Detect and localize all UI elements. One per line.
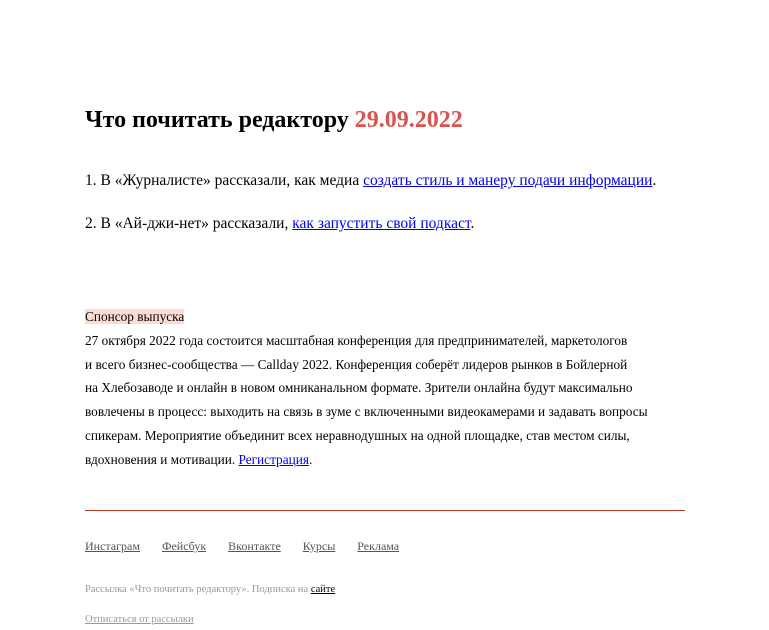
- sponsor-line: 27 октября 2022 года состоится масштабная конференция для предпринимателей, маркетологов: [85, 332, 628, 348]
- register-link[interactable]: Регистрация: [238, 451, 309, 467]
- page-title: [85, 104, 463, 136]
- item-end: .: [470, 215, 475, 232]
- list-item: [85, 213, 474, 235]
- title-text: Что почитать редактору: [85, 107, 349, 133]
- unsubscribe-link[interactable]: Отписаться от рассылки: [85, 614, 194, 625]
- instagram-link[interactable]: Инстаграм: [85, 539, 140, 553]
- sponsor-end: .: [308, 451, 313, 467]
- note-text: Рассылка «Что почитать редактору». Подписка на: [85, 584, 311, 595]
- vkontakte-link[interactable]: Вконтакте: [228, 539, 281, 553]
- item-end: .: [652, 172, 657, 189]
- sponsor-label: Спонсор выпуска: [85, 309, 185, 324]
- issue-date: 29.09.2022: [354, 107, 463, 133]
- sponsor-block: [85, 305, 685, 472]
- sponsor-line: вовлечены в процесс: выходить на связь в зуме с включенными видеокамерами и задавать вопросы: [85, 404, 648, 420]
- sponsor-line: на Хлебозаводе и онлайн в новом омниканальном формате. Зрители онлайна будут максимально: [85, 380, 633, 396]
- site-link[interactable]: сайте: [310, 584, 336, 595]
- sponsor-line: и всего бизнес-сообщества — Callday 2022. Конференция соберёт лидеров рынков в Бойлерной: [85, 356, 628, 372]
- divider: [85, 510, 685, 511]
- subscription-note: [85, 583, 335, 597]
- sponsor-line: вдохновения и мотивации.: [85, 451, 239, 467]
- courses-link[interactable]: Курсы: [302, 539, 336, 553]
- sponsor-line: спикерам. Мероприятие объединит всех неравнодушных на одной площадке, став местом силы,: [85, 427, 630, 443]
- ads-link[interactable]: Реклама: [357, 539, 400, 553]
- facebook-link[interactable]: Фейсбук: [161, 539, 207, 553]
- list-item: [85, 170, 656, 192]
- item-text: 1. В «Журналисте» рассказали, как медиа: [85, 172, 364, 189]
- unsubscribe-row: [85, 613, 194, 627]
- social-links: [85, 538, 418, 554]
- item-link[interactable]: как запустить свой подкаст: [292, 215, 471, 232]
- item-text: 2. В «Ай-джи-нет» рассказали,: [85, 215, 293, 232]
- item-link[interactable]: создать стиль и манеру подачи информации: [363, 172, 653, 189]
